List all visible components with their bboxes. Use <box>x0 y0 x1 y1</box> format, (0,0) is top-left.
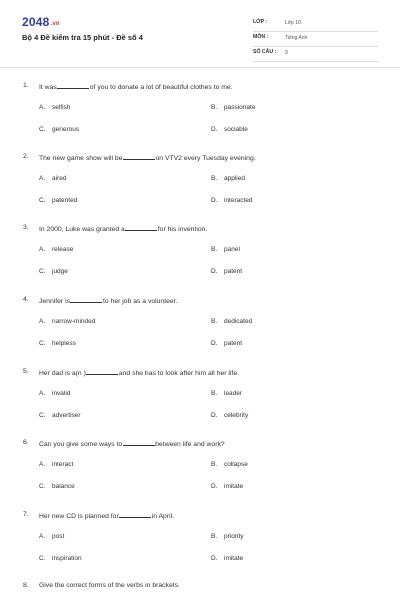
option-a[interactable]: A. interact <box>39 461 74 468</box>
option-b[interactable]: B. panel <box>211 246 240 253</box>
question-text-after: to her job as a volunteer. <box>102 298 178 305</box>
question-text-before: Can you give some ways to <box>39 441 123 448</box>
question-text <box>39 368 239 377</box>
option-d[interactable]: D. imitate <box>211 483 244 490</box>
question-text-after: on VTV2 every Tuesday evening. <box>155 155 256 162</box>
question-text <box>39 439 225 448</box>
answer-blank <box>123 439 155 446</box>
logo-domain: .vn <box>50 21 60 27</box>
option-b[interactable]: B. leader <box>211 390 243 397</box>
answer-blank <box>119 511 151 518</box>
question-text-after: of you to donate a lot of beautiful clothes to me. <box>89 84 233 91</box>
question-text-before: Her new CD is planned for <box>39 513 119 520</box>
question-number: 2. <box>23 153 29 160</box>
meta-key: SỐ CÂU : <box>253 49 277 55</box>
question-text-after: in April. <box>151 513 175 520</box>
site-logo[interactable] <box>22 15 60 29</box>
option-c[interactable]: C. helpless <box>39 340 76 347</box>
question-text-before: Jennifer is <box>39 298 70 305</box>
option-c[interactable]: C. generous <box>39 126 80 133</box>
meta-key: LỚP : <box>253 19 268 25</box>
answer-blank <box>125 224 157 231</box>
option-b[interactable]: B. passionate <box>211 104 256 111</box>
option-a[interactable]: A. selfish <box>39 104 71 111</box>
meta-info <box>253 17 378 62</box>
question-number: 5. <box>23 368 29 375</box>
question-text <box>39 153 256 162</box>
option-b[interactable]: B. applied <box>211 175 245 182</box>
question-number: 8. <box>23 582 29 589</box>
meta-value: Tiếng Anh <box>285 34 308 41</box>
logo-main: 2048 <box>22 15 50 29</box>
option-d[interactable]: D. interacted <box>211 197 253 204</box>
option-c[interactable]: C. advertiser <box>39 412 81 419</box>
answer-blank <box>70 296 102 303</box>
option-c[interactable]: C. balance <box>39 483 75 490</box>
option-d[interactable]: D. celebrity <box>211 412 249 419</box>
answer-blank <box>86 368 118 375</box>
header-divider <box>0 67 400 68</box>
page-header <box>0 0 400 64</box>
question-number: 1. <box>23 82 29 89</box>
answer-blank <box>57 82 89 89</box>
option-d[interactable]: D. imitate <box>211 555 244 562</box>
question-text: Give the correct forms of the verbs in brackets. <box>39 582 180 589</box>
question-text-before: In 2000, Luke was granted a <box>39 226 125 233</box>
question-text-after: for his invention. <box>157 226 208 233</box>
option-a[interactable]: A. aired <box>39 175 67 182</box>
question-text <box>39 511 174 520</box>
question-text-before: It was <box>39 84 57 91</box>
meta-row-class <box>253 17 378 32</box>
question-number: 4. <box>23 296 29 303</box>
question-text-before: The new game show will be <box>39 155 123 162</box>
option-d[interactable]: D. patent <box>211 268 243 275</box>
option-a[interactable]: A. narrow-minded <box>39 318 96 325</box>
option-a[interactable]: A. post <box>39 533 65 540</box>
question-text-before: Her dad is a(n ) <box>39 370 86 377</box>
option-b[interactable]: B. priority <box>211 533 244 540</box>
question-text-after: between life and work? <box>155 441 225 448</box>
meta-value: Lớp 10 <box>285 19 301 26</box>
meta-key: MÔN : <box>253 34 269 40</box>
option-b[interactable]: B. collapse <box>211 461 248 468</box>
question-text-after: and she has to look after him all her life. <box>118 370 239 377</box>
document-title: Bộ 4 Đề kiểm tra 15 phút - Đề số 4 <box>22 33 143 42</box>
question-number: 6. <box>23 439 29 446</box>
option-b[interactable]: B. dedicated <box>211 318 253 325</box>
question-text <box>39 296 177 305</box>
option-d[interactable]: D. sociable <box>211 126 248 133</box>
option-a[interactable]: A. invalid <box>39 390 71 397</box>
answer-blank <box>123 153 155 160</box>
option-c[interactable]: C. inspiration <box>39 555 82 562</box>
option-d[interactable]: D. patent <box>211 340 243 347</box>
question-text <box>39 82 233 91</box>
question-text <box>39 224 207 233</box>
meta-row-count <box>253 47 378 62</box>
meta-row-subject <box>253 32 378 47</box>
question-number: 3. <box>23 224 29 231</box>
option-c[interactable]: C. judge <box>39 268 68 275</box>
question-number: 7. <box>23 511 29 518</box>
option-a[interactable]: A. release <box>39 246 74 253</box>
option-c[interactable]: C. patented <box>39 197 78 204</box>
meta-value: 9 <box>285 49 288 56</box>
